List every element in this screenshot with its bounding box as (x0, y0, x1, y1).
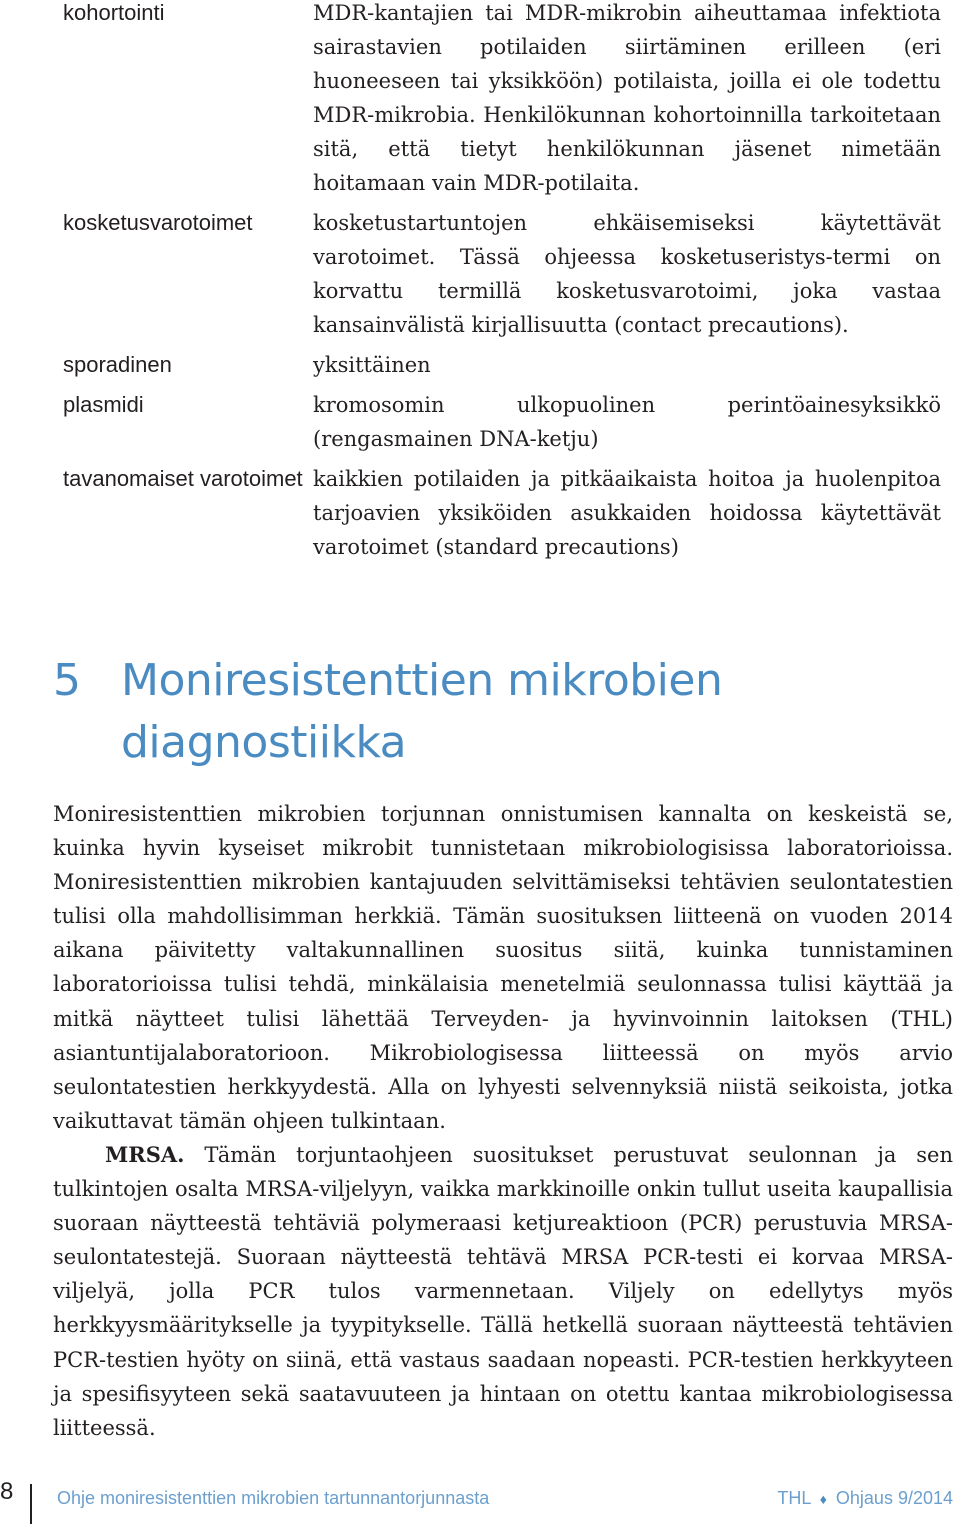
paragraph-lead: MRSA. (105, 1141, 185, 1167)
diamond-icon: ♦ (819, 1491, 827, 1507)
section-body (53, 797, 953, 1445)
footer-series-number: Ohjaus 9/2014 (835, 1488, 953, 1508)
glossary-term: plasmidi (63, 392, 144, 417)
glossary-definition: MDR-kantajien tai MDR-mikrobin aiheuttamaa infektiota sairastavien potilaiden siirtäminen erilleen (eri huoneeseen tai yksikköön) potilaista, joilla ei ole todettu MDR-mikrobia. Henkilökunnan kohortoinnilla tarkoitetaan sitä, että tietyt henkilökunnan jäsenet nimetään hoitamaan vain MDR-potilaita. (313, 1, 941, 195)
glossary (63, 0, 953, 570)
glossary-definition: kaikkien potilaiden ja pitkäaikaista hoitoa ja huolenpitoa tarjoavien yksiköiden asukkaiden hoidossa käytettävät varotoimet (standard precautions) (313, 467, 941, 559)
glossary-term: sporadinen (63, 352, 172, 377)
footer-series (777, 1488, 953, 1509)
section-title-line1: Moniresistenttien mikrobien (121, 655, 723, 706)
section-heading (53, 650, 722, 774)
section-number: 5 (53, 655, 81, 706)
glossary-row (63, 462, 953, 564)
glossary-row (63, 348, 953, 382)
glossary-definition: yksittäinen (313, 353, 431, 377)
body-paragraph-mrsa (53, 1138, 953, 1445)
body-paragraph: Moniresistenttien mikrobien torjunnan onnistumisen kannalta on keskeistä se, kuinka hyvin kyseiset mikrobit tunnistetaan mikrobiologisissa laboratorioissa. Moniresistenttien mikrobien kantajuuden selvittämiseksi tehtävien seulontatestien tulisi olla mahdollisimman herkkiä. Tämän suosituksen liitteenä on vuoden 2014 aikana päivitetty valtakunnallinen suositus siitä, kuinka tunnistaminen laboratorioissa tulisi tehdä, minkälaisia menetelmiä seulonnassa tulisi käyttää ja mitkä näytteet tulisi lähettää Terveyden- ja hyvinvoinnin laitoksen (THL) asiantuntijalaboratorioon. Mikrobiologisessa liitteessä on myös arvio seulontatestien herkkyydestä. Alla on lyhyesti selvennyksiä niistä seikoista, jotka vaikuttavat tämän ohjeen tulkintaan. (53, 802, 953, 1133)
glossary-row (63, 206, 953, 342)
glossary-definition: kosketustartuntojen ehkäisemiseksi käytettävät varotoimet. Tässä ohjeessa kosketuseristys-termi on korvattu termillä kosketusvarotoimi, joka vastaa kansainvälistä kirjallisuutta (contact precautions). (313, 211, 941, 337)
glossary-row (63, 388, 953, 456)
page-footer (0, 1478, 960, 1521)
page-number: 8 (0, 1478, 14, 1505)
footer-document-title: Ohje moniresistenttien mikrobien tartunnantorjunnasta (57, 1488, 490, 1508)
glossary-term: kosketusvarotoimet (63, 210, 253, 235)
section-title-line2: diagnostiikka (121, 717, 407, 768)
footer-publisher: THL (777, 1488, 811, 1508)
paragraph-text: Tämän torjuntaohjeen suositukset perustuvat seulonnan ja sen tulkintojen osalta MRSA-viljelyyn, vaikka markkinoille onkin tullut useita kaupallisia suoraan näytteestä tehtäviä polymeraasi ketjureaktioon (PCR) perustuvia MRSA-seulontatestejä. Suoraan näytteestä tehtävä MRSA PCR-testi ei korvaa MRSA-viljelyä, jolla PCR tulos varmennetaan. Viljely on edellytys myös herkkyysmääritykselle ja tyypitykselle. Tällä hetkellä suoraan näytteestä tehtävien PCR-testien hyöty on siinä, että vastaus saadaan nopeasti. PCR-testien herkkyyteen ja spesifisyyteen sekä saatavuuteen ja hintaan on otettu kantaa mikrobiologisessa liitteessä. (53, 1142, 953, 1440)
glossary-term: kohortointi (63, 0, 165, 25)
glossary-term: tavanomaiset varotoimet (63, 466, 303, 491)
glossary-definition: kromosomin ulkopuolinen perintöainesyksikkö (rengasmainen DNA-ketju) (313, 393, 941, 451)
glossary-row (63, 0, 953, 200)
footer-divider (30, 1484, 32, 1524)
